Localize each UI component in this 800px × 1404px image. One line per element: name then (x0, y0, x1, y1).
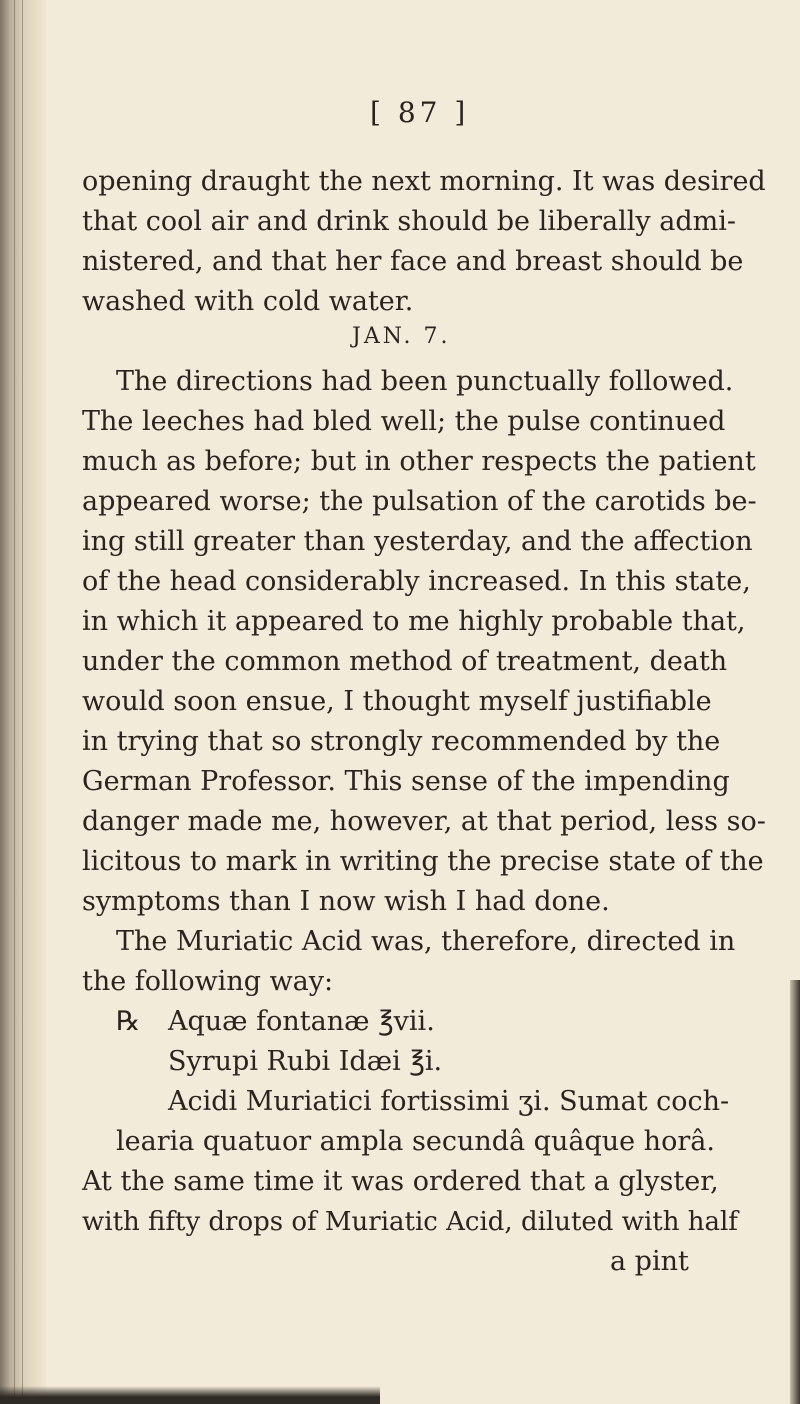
text-line: The leeches had bled well; the pulse continued (82, 406, 726, 437)
text-line: washed with cold water. (82, 286, 414, 317)
text-line: danger made me, however, at that period, less so- (82, 806, 766, 837)
text-line: opening draught the next morning. It was desired (82, 166, 766, 197)
text-line: licitous to mark in writing the precise state of the (82, 846, 764, 877)
text-line: the following way: (82, 966, 334, 997)
rx-symbol: ℞ (116, 1006, 141, 1037)
text-line: German Professor. This sense of the impending (82, 766, 730, 797)
text-line: of the head considerably increased. In this state, (82, 566, 751, 597)
text-line: The directions had been punctually followed. (116, 366, 734, 397)
catchword: a pint (610, 1246, 689, 1277)
text-line: would soon ensue, I thought myself justifiable (82, 686, 712, 717)
section-date: JAN. 7. (352, 324, 451, 349)
text-line: in trying that so strongly recommended by the (82, 726, 721, 757)
text-line: nistered, and that her face and breast should be (82, 246, 744, 277)
text-line: ing still greater than yesterday, and the affection (82, 526, 753, 557)
text-line: in which it appeared to me highly probable that, (82, 606, 746, 637)
prescription-line: Aquæ fontanæ ℥vii. (168, 1006, 435, 1037)
page-number: [ 87 ] (370, 96, 470, 129)
text-line: with fifty drops of Muriatic Acid, diluted with half (82, 1207, 738, 1237)
text-line: under the common method of treatment, death (82, 646, 728, 677)
prescription-line: Syrupi Rubi Idæi ℥i. (168, 1046, 443, 1077)
text-line: The Muriatic Acid was, therefore, directed in (116, 926, 736, 957)
text-line: much as before; but in other respects the patient (82, 446, 756, 477)
prescription-line: learia quatuor ampla secundâ quâque horâ. (116, 1126, 715, 1157)
prescription-line: Acidi Muriatici fortissimi ʒi. Sumat coch- (168, 1086, 730, 1117)
text-line: that cool air and drink should be liberally admi- (82, 206, 736, 237)
text-line: symptoms than I now wish I had done. (82, 886, 610, 917)
text-line: appeared worse; the pulsation of the carotids be- (82, 486, 757, 517)
text-line: At the same time it was ordered that a glyster, (82, 1166, 719, 1197)
